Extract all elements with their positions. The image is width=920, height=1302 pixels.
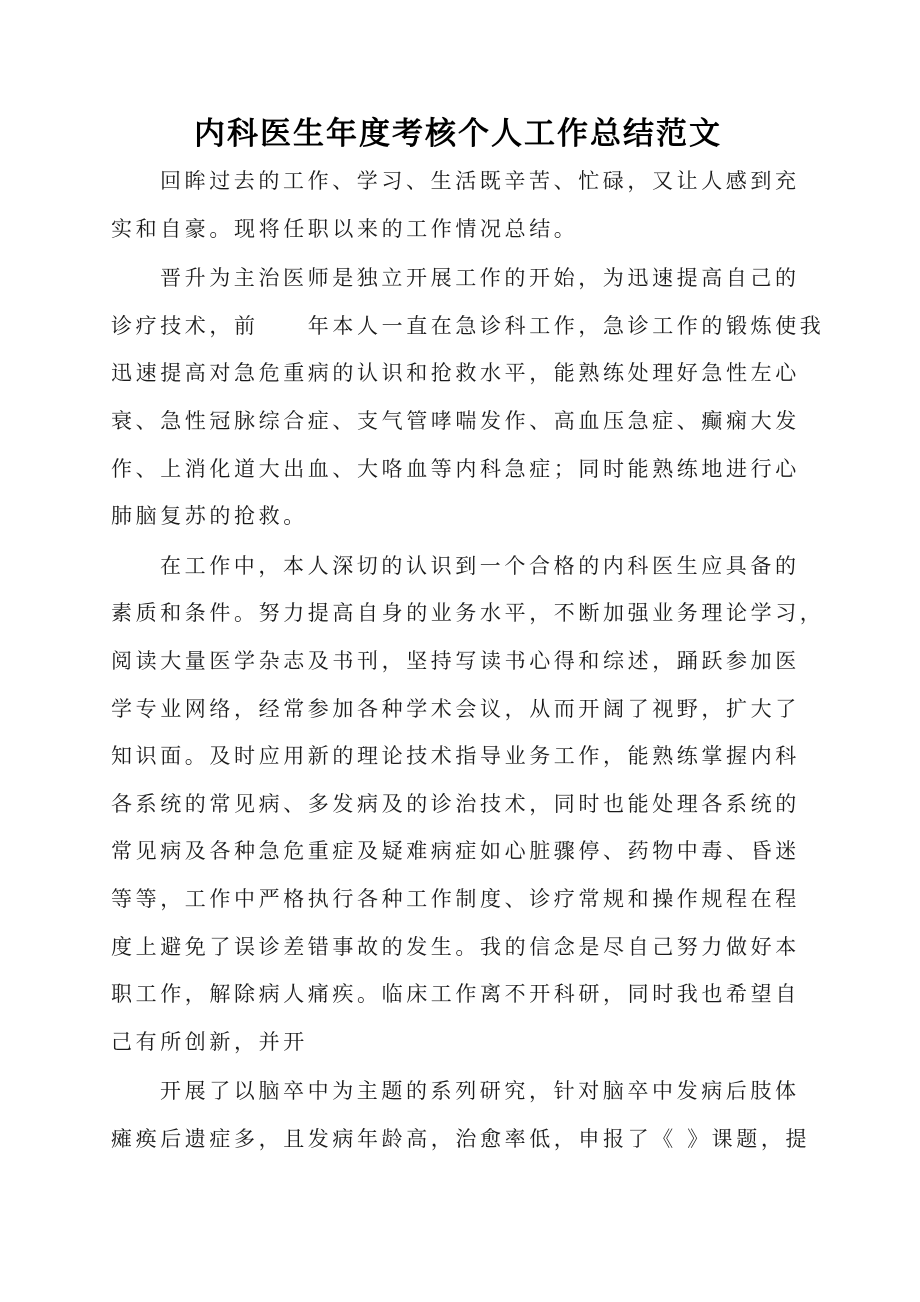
text-line: 等等，工作中严格执行各种工作制度、诊疗常规和操作规程在程 [111, 886, 800, 911]
text-line: 作、上消化道大出血、大咯血等内科急症；同时能熟练地进行心 [111, 456, 800, 481]
text-line: 诊疗技术，前 年本人一直在急诊科工作，急诊工作的锻炼使我 [111, 313, 825, 338]
text-line: 素质和条件。努力提高自身的业务水平，不断加强业务理论学习， [111, 601, 825, 626]
text-line: 衰、急性冠脉综合症、支气管哮喘发作、高血压急症、癫痫大发 [111, 408, 800, 433]
text-line: 晋升为主治医师是独立开展工作的开始，为迅速提高自己的 [160, 266, 800, 291]
text-line: 常见病及各种急危重症及疑难病症如心脏骤停、药物中毒、昏迷 [111, 839, 800, 864]
document-title: 内科医生年度考核个人工作总结范文 [194, 116, 722, 152]
paragraph-intro [111, 158, 809, 253]
text-line: 各系统的常见病、多发病及的诊治技术，同时也能处理各系统的 [111, 791, 800, 816]
text-line: 实和自豪。现将任职以来的工作情况总结。 [111, 216, 579, 241]
text-line: 在工作中，本人深切的认识到一个合格的内科医生应具备的 [160, 553, 800, 578]
paragraph-stroke-research [111, 1068, 809, 1163]
paragraph-professional-development [111, 543, 825, 1067]
text-line: 肺脑复苏的抢救。 [111, 504, 308, 529]
text-line: 回眸过去的工作、学习、生活既辛苦、忙碌，又让人感到充 [160, 169, 800, 193]
text-line: 知识面。及时应用新的理论技术指导业务工作，能熟练掌握内科 [111, 744, 800, 769]
text-line: 开展了以脑卒中为主题的系列研究，针对脑卒中发病后肢体 [160, 1079, 800, 1104]
text-line: 己有所创新，并开 [111, 1029, 308, 1054]
text-line: 度上避免了误诊差错事故的发生。我的信念是尽自己努力做好本 [111, 934, 800, 959]
text-line: 职工作，解除病人痛疾。临床工作离不开科研，同时我也希望自 [111, 982, 800, 1007]
text-line: 阅读大量医学杂志及书刊，坚持写读书心得和综述，踊跃参加医 [111, 648, 800, 673]
text-line: 迅速提高对急危重病的认识和抢救水平，能熟练处理好急性左心 [111, 361, 800, 386]
text-line: 学专业网络，经常参加各种学术会议，从而开阔了视野，扩大了 [111, 696, 800, 721]
paragraph-emergency-experience [111, 255, 825, 541]
text-line: 瘫痪后遗症多，且发病年龄高，治愈率低，申报了《 》课题，提 [111, 1126, 811, 1151]
document-page [111, 110, 825, 1163]
